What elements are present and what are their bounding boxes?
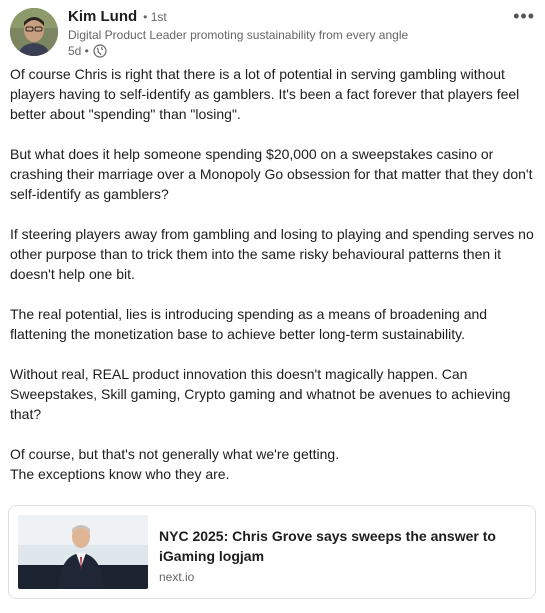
author-headline: Digital Product Leader promoting sustainability from every angle xyxy=(68,28,409,42)
more-options-icon[interactable]: ••• xyxy=(513,6,535,26)
post-paragraph: Of course, but that's not generally what we're getting. xyxy=(10,446,340,462)
author-meta xyxy=(68,8,408,58)
post-paragraph: The real potential, lies is introducing spending as a means of broadening and flattening the monetization base to achieve better long-term sustainability. xyxy=(10,306,488,342)
post-time xyxy=(68,44,408,58)
post-text xyxy=(10,64,535,484)
post-paragraph: But what does it help someone spending $20,000 on a sweepstakes casino or crashing their marriage over a Monopoly Go obsession for that matter that they don't self-identify as gamblers? xyxy=(10,146,533,202)
connection-degree: • 1st xyxy=(143,10,167,24)
post-timestamp: 5d • xyxy=(68,44,89,58)
link-title[interactable]: NYC 2025: Chris Grove says sweeps the answer to iGaming logjam xyxy=(159,528,496,564)
link-preview-card[interactable] xyxy=(8,505,536,599)
post-paragraph: Of course Chris is right that there is a lot of potential in serving gambling without players having to self-identify as gamblers. It's been a fact forever that players feel better about "spending" than "losing". xyxy=(10,66,520,122)
link-source: next.io xyxy=(159,570,195,584)
post-paragraph: The exceptions know who they are. xyxy=(10,466,230,482)
author-name[interactable]: Kim Lund xyxy=(68,8,138,25)
avatar[interactable] xyxy=(10,8,58,56)
globe-icon xyxy=(93,44,107,58)
article-thumbnail xyxy=(18,515,148,589)
post-header xyxy=(10,8,535,60)
post-paragraph: Without real, REAL product innovation this doesn't magically happen. Can Sweepstakes, Skill gaming, Crypto gaming and whatnot be avenues to achieving that? xyxy=(10,366,511,422)
post-paragraph: If steering players away from gambling and losing to playing and spending serves no other purpose than to trick them into the same risky behavioural patterns then it doesn't help one bit. xyxy=(10,226,534,282)
